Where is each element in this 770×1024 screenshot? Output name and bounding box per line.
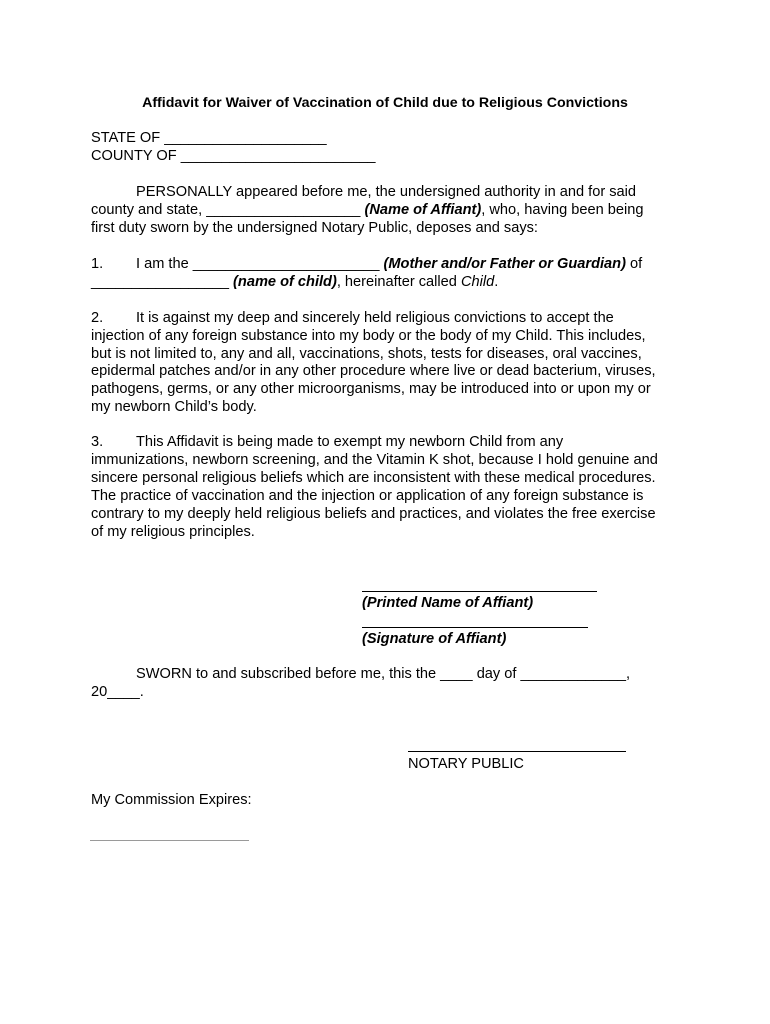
item-1-text-f: , hereinafter called (336, 274, 461, 290)
signature-label: (Signature of Affiant) (362, 631, 507, 647)
item-3-line-2: immunizations, newborn screening, and the Vitamin K shot, because I hold genuine and (91, 452, 658, 468)
commission-date-line[interactable] (90, 840, 249, 841)
child-name-label: (name of child) (233, 274, 337, 290)
sworn-line-1 (91, 665, 630, 683)
affiant-name-label: (Name of Affiant) (364, 202, 482, 218)
notary-signature-line[interactable] (408, 751, 626, 752)
item-1-line-2 (91, 273, 498, 291)
notary-public-label: NOTARY PUBLIC (408, 756, 524, 772)
item-1-text-d: _________________ (91, 274, 234, 290)
intro-line-3: first duty sworn by the undersigned Notary Public, deposes and says: (91, 220, 538, 236)
item-2-number: 2. (91, 310, 104, 326)
state-line: STATE OF ____________________ (91, 130, 327, 146)
printed-name-label: (Printed Name of Affiant) (362, 595, 534, 611)
item-2-line-6: my newborn Child’s body. (91, 399, 257, 415)
item-2-text-first: It is against my deep and sincerely held religious convictions to accept the (136, 310, 614, 326)
intro-line-1 (91, 183, 636, 201)
item-2-line-1 (91, 309, 614, 327)
parent-role-label: (Mother and/or Father or Guardian) (383, 256, 626, 272)
item-1-text-a: I am the _______________________ (136, 256, 384, 272)
child-term: Child (460, 274, 495, 290)
item-3-line-4: The practice of vaccination and the injection or application of any foreign substance is (91, 488, 644, 504)
document-title: Affidavit for Waiver of Vaccination of Child due to Religious Convictions (142, 95, 628, 111)
item-3-line-1 (91, 433, 563, 451)
item-3-line-6: of my religious principles. (91, 524, 255, 540)
intro-text-2a: county and state, ___________________ (91, 202, 365, 218)
intro-text-1: PERSONALLY appeared before me, the undersigned authority in and for said (136, 184, 637, 200)
printed-name-line[interactable] (362, 591, 597, 592)
item-1-text-h: . (494, 274, 499, 290)
item-3-line-3: sincere personal religious beliefs which are inconsistent with these medical procedures. (91, 470, 656, 486)
item-3-number: 3. (91, 434, 104, 450)
item-1-line-1 (91, 255, 642, 273)
item-2-line-4: epidermal patches and/or in any other procedure where live or dead bacterium, viruses, (91, 363, 656, 379)
item-1-number: 1. (91, 256, 104, 272)
sworn-line-2: 20____. (91, 684, 144, 700)
county-line: COUNTY OF ________________________ (91, 148, 376, 164)
item-1-text-c: of (625, 256, 643, 272)
commission-expires-label: My Commission Expires: (91, 792, 252, 808)
intro-line-2 (91, 201, 644, 219)
intro-text-2c: , who, having been being (481, 202, 644, 218)
item-2-line-5: pathogens, germs, or any other microorganisms, may be introduced into or upon my or (91, 381, 651, 397)
item-2-line-3: but is not limited to, any and all, vaccinations, shots, tests for diseases, oral vaccines, (91, 346, 642, 362)
item-2-line-2: injection of any foreign substance into my body or the body of my Child. This includes, (91, 328, 646, 344)
item-3-text-first: This Affidavit is being made to exempt my newborn Child from any (136, 434, 564, 450)
sworn-text-1: SWORN to and subscribed before me, this the ____ day of _____________, (136, 666, 631, 682)
item-3-line-5: contrary to my deeply held religious beliefs and practices, and violates the free exercise (91, 506, 656, 522)
signature-line[interactable] (362, 627, 588, 628)
